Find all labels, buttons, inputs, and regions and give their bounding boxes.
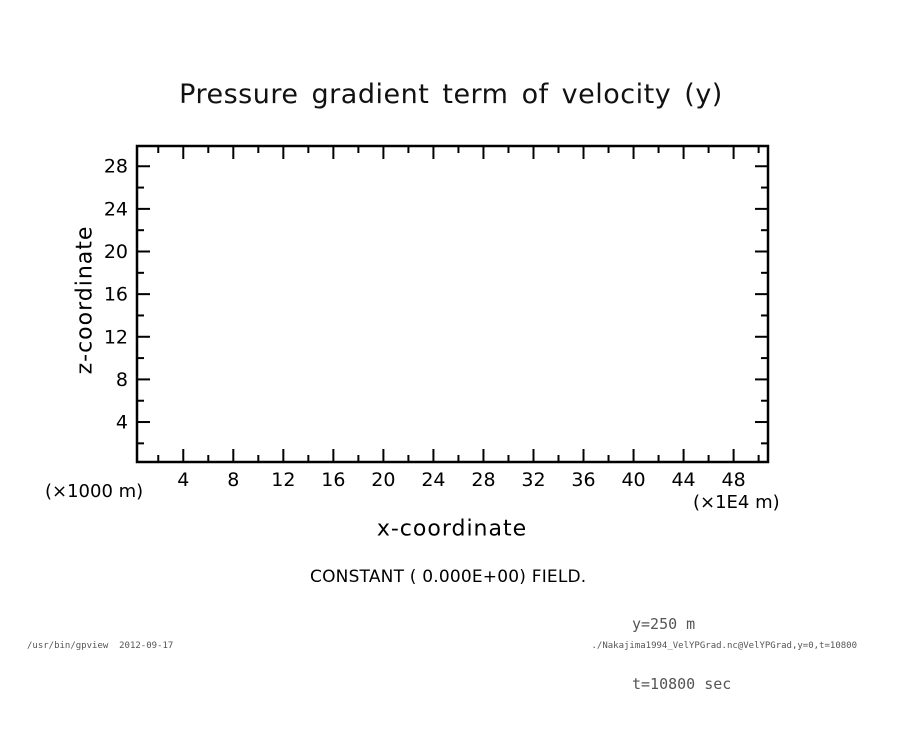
chart-title: Pressure gradient term of velocity (y) bbox=[179, 79, 723, 110]
y-axis-units-label: (×1000 m) bbox=[45, 481, 144, 502]
plot-border bbox=[137, 146, 768, 462]
x-tick-label: 4 bbox=[177, 469, 190, 491]
y-axis-title: z-coordinate bbox=[72, 225, 98, 375]
y-tick-label: 16 bbox=[103, 283, 128, 306]
x-tick-label: 36 bbox=[571, 469, 596, 491]
x-tick-label: 48 bbox=[721, 469, 746, 491]
x-tick-label: 24 bbox=[421, 469, 446, 491]
x-tick-label: 32 bbox=[521, 469, 546, 491]
slice-t-value: t=10800 sec bbox=[632, 675, 732, 693]
x-tick-label: 40 bbox=[621, 469, 646, 491]
slice-y-value: y=250 m bbox=[632, 615, 696, 633]
x-axis-title: x-coordinate bbox=[376, 516, 528, 542]
x-tick-label: 44 bbox=[671, 469, 696, 491]
x-tick-label: 12 bbox=[271, 469, 296, 491]
y-tick-label: 24 bbox=[103, 198, 128, 221]
y-tick-label: 4 bbox=[115, 411, 128, 434]
x-tick-label: 16 bbox=[321, 469, 346, 491]
x-axis-units-label: (×1E4 m) bbox=[693, 492, 780, 513]
x-tick-label: 8 bbox=[227, 469, 240, 491]
x-tick-label: 28 bbox=[471, 469, 496, 491]
y-tick-label: 12 bbox=[103, 326, 128, 349]
x-tick-label: 20 bbox=[371, 469, 396, 491]
y-tick-label: 28 bbox=[103, 155, 128, 178]
y-tick-label: 20 bbox=[103, 241, 128, 264]
constant-field-note: CONSTANT ( 0.000E+00) FIELD. bbox=[310, 567, 587, 587]
slice-info bbox=[632, 574, 731, 734]
footer-data-source: ./Nakajima1994_VelYPGrad.nc@VelYPGrad,y=0,t=10800 bbox=[591, 641, 857, 651]
y-tick-label: 8 bbox=[115, 368, 128, 391]
footer-program-and-date: /usr/bin/gpview 2012-09-17 bbox=[27, 641, 174, 651]
